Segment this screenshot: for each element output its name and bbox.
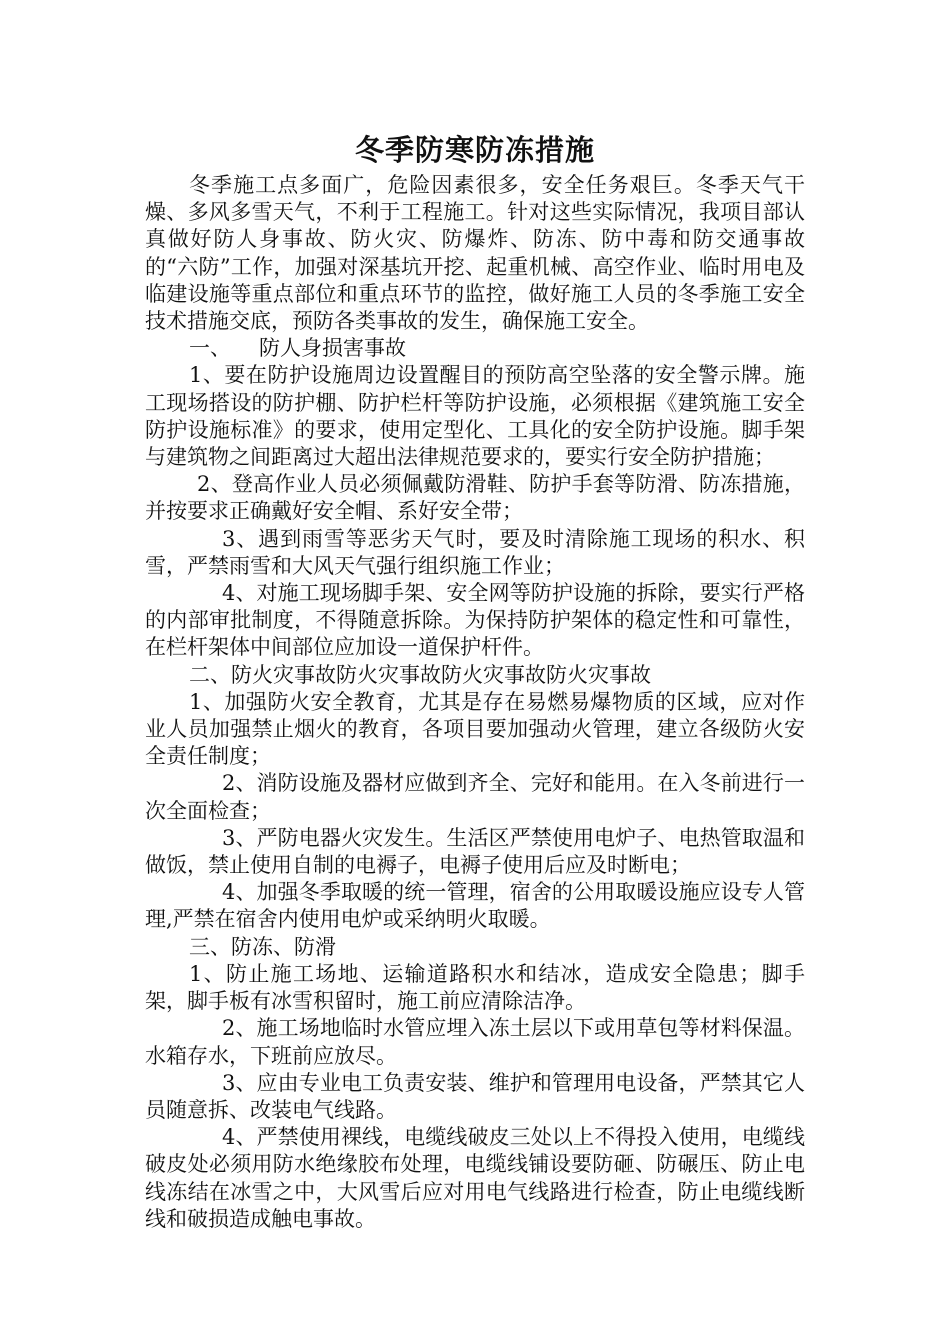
section-3-heading: 三、防冻、防滑: [189, 934, 336, 959]
section-1-number: 一、: [189, 336, 231, 361]
section-1-title: 防人身损害事故: [259, 336, 406, 361]
intro-paragraph: 冬季施工点多面广，危险因素很多，安全任务艰巨。冬季天气干燥、多风多雪天气，不利于工程施工。针对这些实际情况，我项目部认真做好防人身事故、防火灾、防爆炸、防冻、防中毒和防交通事故的“六防”工作，加强对深基坑开挖、起重机械、高空作业、临时用电及临建设施等重点部位和重点环节的监控，做好施工人员的冬季施工安全技术措施交底，预防各类事故的发生，确保施工安全。: [145, 173, 805, 334]
document-body: [145, 172, 805, 1233]
section-3-item-4: 4、严禁使用裸线，电缆线破皮三处以上不得投入使用，电缆线破皮处必须用防水绝缘胶布处理，电缆线铺设要防砸、防碾压、防止电线冻结在冰雪之中，大风雪后应对用电气线路进行检查，防止电缆线断线和破损造成触电事故。: [145, 1125, 805, 1231]
document-title: 冬季防寒防冻措施: [354, 133, 595, 167]
section-3-item-2: 2、施工场地临时水管应埋入冻土层以下或用草包等材料保温。水箱存水，下班前应放尽。: [145, 1016, 805, 1068]
section-1-item-2: 2、登高作业人员必须佩戴防滑鞋、防护手套等防滑、防冻措施，并按要求正确戴好安全帽、系好安全带；: [145, 472, 805, 524]
section-1-item-3: 3、遇到雨雪等恶劣天气时，要及时清除施工现场的积水、积雪，严禁雨雪和大风天气强行组织施工作业；: [145, 526, 805, 578]
section-1-item-4: 4、对施工现场脚手架、安全网等防护设施的拆除，要实行严格的内部审批制度，不得随意拆除。为保持防护架体的稳定性和可靠性，在栏杆架体中间部位应加设一道保护杆件。: [145, 581, 805, 660]
section-1-heading: [145, 335, 805, 362]
section-2-heading: 二、防火灾事故防火灾事故防火灾事故防火灾事故: [189, 662, 651, 687]
section-3-item-3: 3、应由专业电工负责安装、维护和管理用电设备，严禁其它人员随意拆、改装电气线路。: [145, 1070, 805, 1122]
section-2-item-4: 4、加强冬季取暖的统一管理，宿舍的公用取暖设施应设专人管理,严禁在宿舍内使用电炉或采纳明火取暖。: [145, 880, 805, 932]
section-2-item-1: 1、加强防火安全教育，尤其是存在易燃易爆物质的区域，应对作业人员加强禁止烟火的教育，各项目要加强动火管理，建立各级防火安全责任制度；: [145, 689, 805, 769]
section-2-item-3: 3、严防电器火灾发生。生活区严禁使用电炉子、电热管取温和做饭，禁止使用自制的电褥子，电褥子使用后应及时断电；: [145, 825, 805, 878]
section-2-item-2: 2、消防设施及器材应做到齐全、完好和能用。在入冬前进行一次全面检查；: [145, 771, 805, 823]
section-1-item-1: 1、要在防护设施周边设置醒目的预防高空坠落的安全警示牌。施工现场搭设的防护棚、防护栏杆等防护设施，必须根据《建筑施工安全防护设施标准》的要求，使用定型化、工具化的安全防护设施。脚手架与建筑物之间距离过大超出法律规范要求的，要实行安全防护措施；: [145, 363, 805, 470]
section-3-item-1: 1、防止施工场地、运输道路积水和结冰，造成安全隐患；脚手架，脚手板有冰雪积留时，施工前应清除洁净。: [145, 961, 805, 1014]
